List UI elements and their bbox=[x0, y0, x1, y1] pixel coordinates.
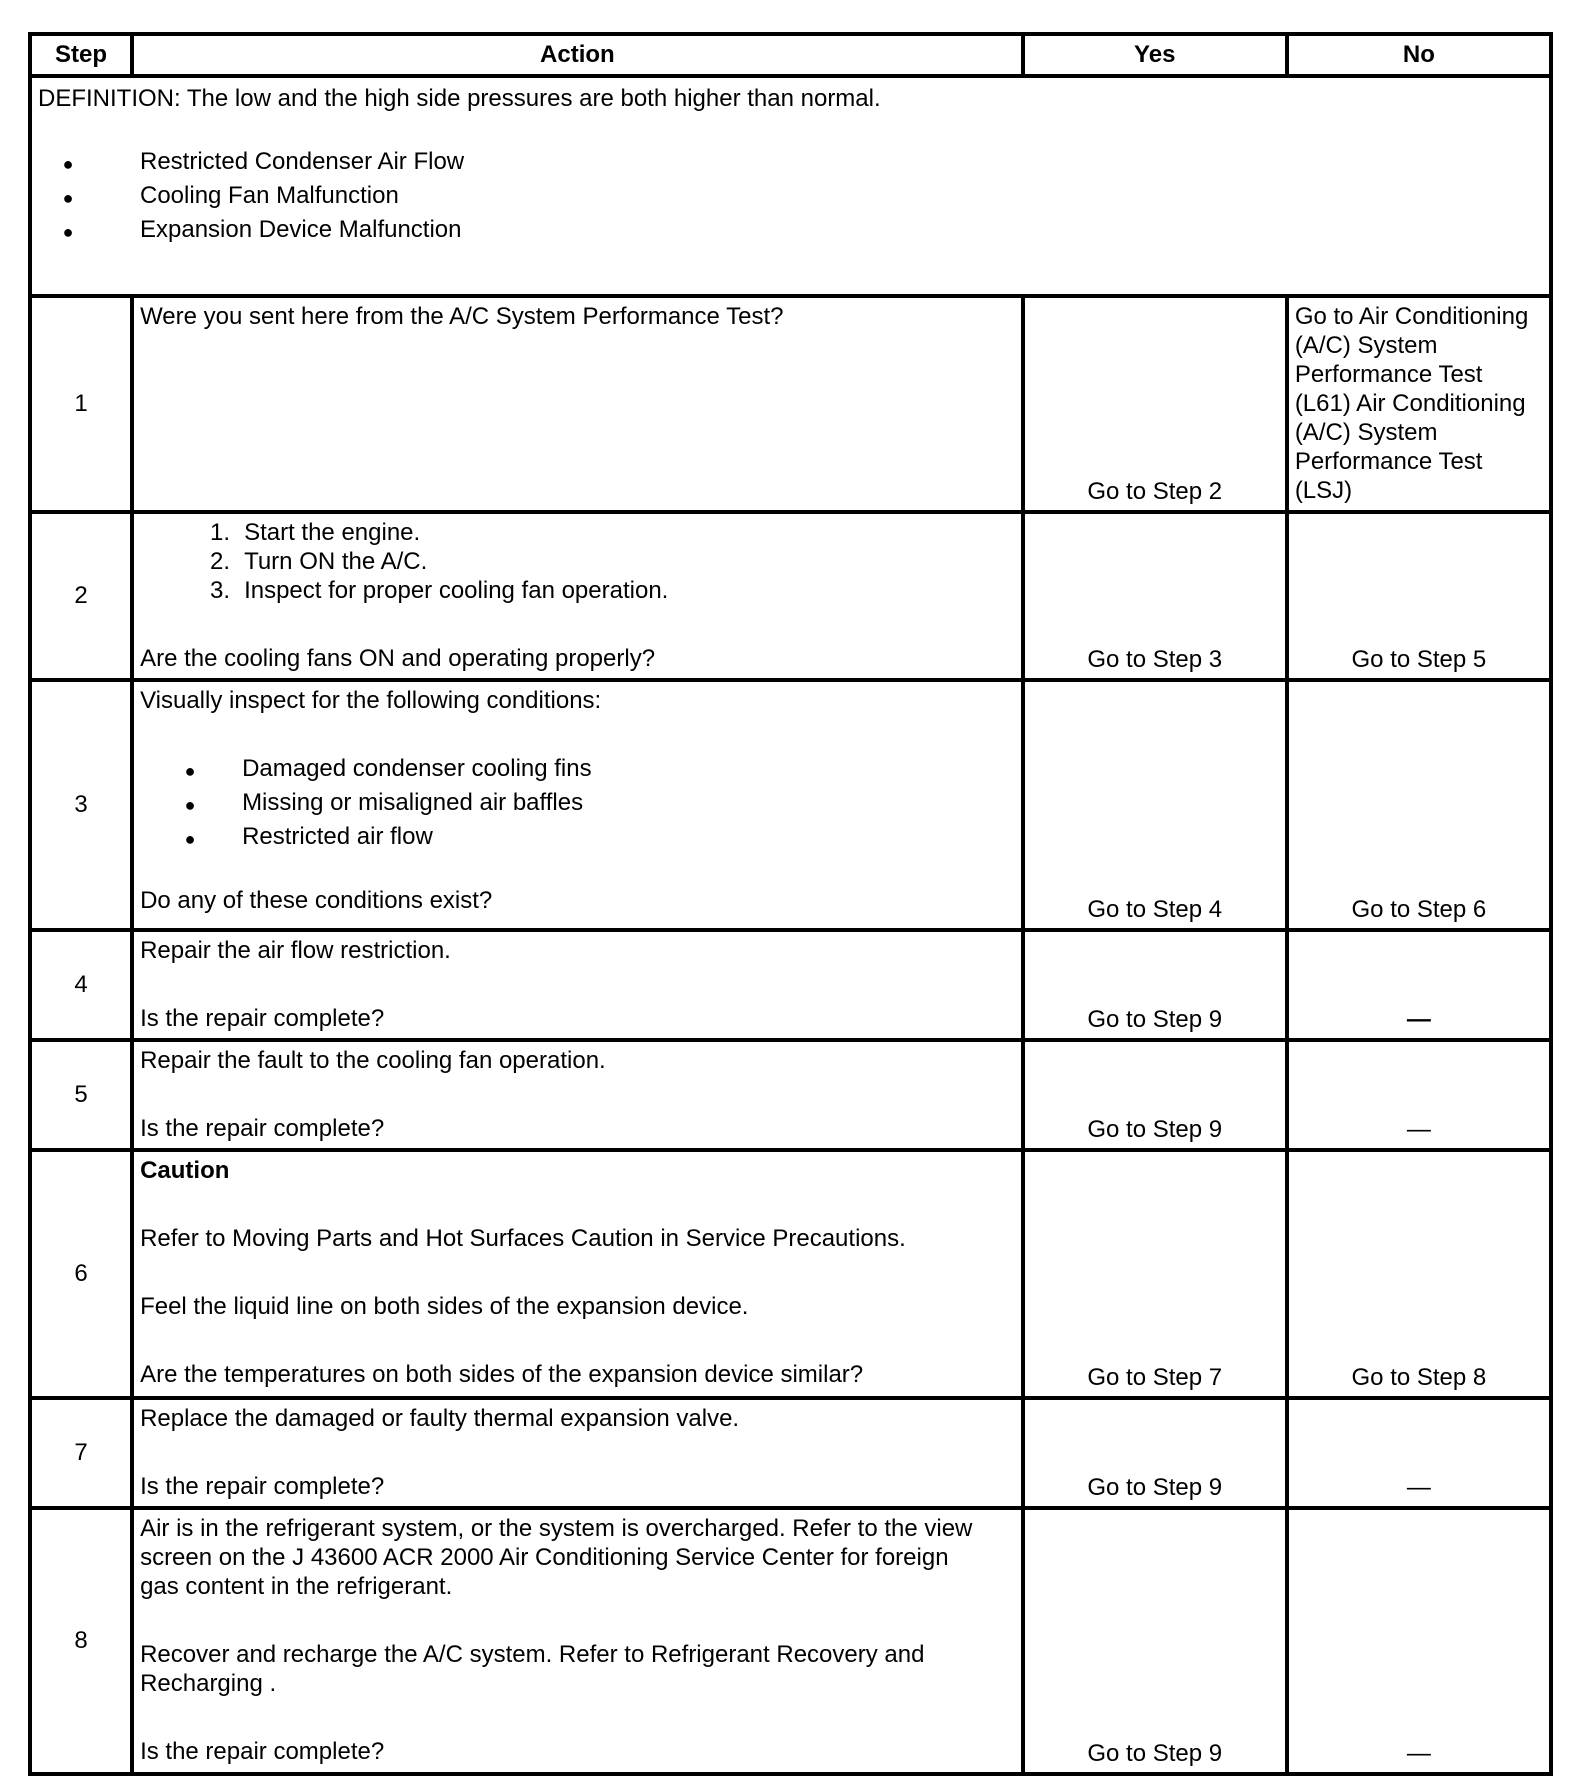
step-paragraph bbox=[140, 1640, 1017, 1698]
paragraph-line: Air is in the refrigerant system, or the system is overcharged. Refer to the view bbox=[140, 1515, 973, 1542]
step-number: 5 bbox=[30, 1040, 132, 1150]
step-question: Is the repair complete? bbox=[140, 1115, 385, 1142]
no-line: (LSJ) bbox=[1294, 477, 1353, 504]
no-cell bbox=[1287, 512, 1551, 680]
caution-text: Refer to Moving Parts and Hot Surfaces Caution in Service Precautions. bbox=[140, 1225, 906, 1252]
bullet-icon: ● bbox=[62, 154, 74, 174]
header-yes: Yes bbox=[1023, 34, 1287, 76]
yes-cell bbox=[1023, 296, 1287, 512]
no-link[interactable] bbox=[1295, 302, 1545, 505]
table-row bbox=[30, 930, 1551, 1040]
diagnostic-table bbox=[28, 32, 1553, 1776]
header-no: No bbox=[1287, 34, 1551, 76]
step-question: Are the temperatures on both sides of the expansion device similar? bbox=[140, 1361, 864, 1388]
list-item: ● Expansion Device Malfunction bbox=[38, 215, 1543, 249]
step-action: Replace the damaged or faulty thermal expansion valve. bbox=[140, 1405, 740, 1432]
paragraph-line: screen on the J 43600 ACR 2000 Air Conditioning Service Center for foreign bbox=[140, 1544, 949, 1571]
no-cell bbox=[1287, 1150, 1551, 1398]
no-link[interactable]: Go to Step 5 bbox=[1351, 646, 1487, 673]
bullet-icon: ● bbox=[184, 829, 196, 849]
table-row bbox=[30, 1508, 1551, 1774]
bullet-icon: ● bbox=[62, 222, 74, 242]
action-cell bbox=[132, 1508, 1023, 1774]
no-cell bbox=[1287, 296, 1551, 512]
yes-cell bbox=[1023, 1040, 1287, 1150]
step-number: 8 bbox=[30, 1508, 132, 1774]
yes-cell bbox=[1023, 1150, 1287, 1398]
yes-cell bbox=[1023, 680, 1287, 930]
step-action: Repair the fault to the cooling fan operation. bbox=[140, 1047, 606, 1074]
list-item: ● Restricted air flow bbox=[140, 822, 1017, 856]
step-intro: Visually inspect for the following conditions: bbox=[140, 687, 602, 714]
no-cell bbox=[1287, 680, 1551, 930]
yes-cell bbox=[1023, 930, 1287, 1040]
numbered-list bbox=[140, 518, 1017, 605]
caution-heading: Caution bbox=[140, 1157, 230, 1184]
diagnostic-table-document bbox=[28, 32, 1553, 1776]
table-row bbox=[30, 1040, 1551, 1150]
no-line: Performance Test bbox=[1294, 361, 1483, 388]
step-number: 4 bbox=[30, 930, 132, 1040]
yes-link[interactable]: Go to Step 9 bbox=[1087, 1116, 1223, 1143]
yes-link[interactable]: Go to Step 2 bbox=[1087, 478, 1223, 505]
table-row bbox=[30, 680, 1551, 930]
bullet-list bbox=[140, 754, 1017, 856]
no-line: (L61) Air Conditioning bbox=[1294, 390, 1526, 417]
step-action: Repair the air flow restriction. bbox=[140, 937, 451, 964]
step-number: 3 bbox=[30, 680, 132, 930]
list-item: 3. Inspect for proper cooling fan operation. bbox=[210, 577, 669, 604]
yes-link[interactable]: Go to Step 9 bbox=[1087, 1740, 1223, 1767]
yes-link[interactable]: Go to Step 4 bbox=[1087, 896, 1223, 923]
bullet-icon: ● bbox=[62, 188, 74, 208]
definition-bullet-list bbox=[38, 147, 1543, 249]
header-step: Step bbox=[30, 34, 132, 76]
definition-cell bbox=[30, 76, 1551, 296]
step-number: 2 bbox=[30, 512, 132, 680]
yes-link[interactable]: Go to Step 7 bbox=[1087, 1364, 1223, 1391]
step-question: Do any of these conditions exist? bbox=[140, 887, 493, 914]
no-value: — bbox=[1406, 1006, 1431, 1033]
list-item: 1. Start the engine. bbox=[210, 519, 421, 546]
action-cell bbox=[132, 930, 1023, 1040]
no-cell bbox=[1287, 930, 1551, 1040]
table-row bbox=[30, 296, 1551, 512]
paragraph-line: gas content in the refrigerant. bbox=[140, 1573, 453, 1600]
action-cell bbox=[132, 296, 1023, 512]
step-question: Is the repair complete? bbox=[140, 1005, 385, 1032]
action-cell bbox=[132, 1040, 1023, 1150]
yes-cell bbox=[1023, 1398, 1287, 1508]
list-item: ● Cooling Fan Malfunction bbox=[38, 181, 1543, 215]
paragraph-line: Recover and recharge the A/C system. Refer to Refrigerant Recovery and bbox=[140, 1641, 925, 1668]
list-item: ● Restricted Condenser Air Flow bbox=[38, 147, 1543, 181]
no-line: Go to Air Conditioning bbox=[1294, 303, 1529, 330]
action-cell bbox=[132, 1150, 1023, 1398]
yes-link[interactable]: Go to Step 3 bbox=[1087, 646, 1223, 673]
no-value: — bbox=[1406, 1116, 1431, 1143]
definition-row bbox=[30, 76, 1551, 296]
no-value: — bbox=[1406, 1740, 1431, 1767]
no-line: (A/C) System bbox=[1294, 419, 1438, 446]
table-row bbox=[30, 512, 1551, 680]
step-number: 6 bbox=[30, 1150, 132, 1398]
list-item: 2. Turn ON the A/C. bbox=[210, 548, 428, 575]
bullet-icon: ● bbox=[184, 795, 196, 815]
step-number: 1 bbox=[30, 296, 132, 512]
definition-text: DEFINITION: The low and the high side pressures are both higher than normal. bbox=[38, 85, 881, 112]
no-cell bbox=[1287, 1040, 1551, 1150]
table-row bbox=[30, 1150, 1551, 1398]
step-action: Feel the liquid line on both sides of the expansion device. bbox=[140, 1293, 749, 1320]
yes-link[interactable]: Go to Step 9 bbox=[1087, 1474, 1223, 1501]
bullet-icon: ● bbox=[184, 761, 196, 781]
no-cell bbox=[1287, 1398, 1551, 1508]
step-question: Is the repair complete? bbox=[140, 1473, 385, 1500]
no-link[interactable]: Go to Step 8 bbox=[1351, 1364, 1487, 1391]
table-row bbox=[30, 1398, 1551, 1508]
no-line: Performance Test bbox=[1294, 448, 1483, 475]
no-line: (A/C) System bbox=[1294, 332, 1438, 359]
step-question: Were you sent here from the A/C System Performance Test? bbox=[140, 303, 784, 330]
step-question: Are the cooling fans ON and operating properly? bbox=[140, 645, 656, 672]
header-row bbox=[30, 34, 1551, 76]
action-cell bbox=[132, 512, 1023, 680]
yes-cell bbox=[1023, 1508, 1287, 1774]
no-link[interactable]: Go to Step 6 bbox=[1351, 896, 1487, 923]
step-paragraph bbox=[140, 1514, 1017, 1601]
header-action: Action bbox=[132, 34, 1023, 76]
action-cell bbox=[132, 1398, 1023, 1508]
step-question: Is the repair complete? bbox=[140, 1738, 385, 1765]
yes-link[interactable]: Go to Step 9 bbox=[1087, 1006, 1223, 1033]
no-cell bbox=[1287, 1508, 1551, 1774]
paragraph-line: Recharging . bbox=[140, 1670, 277, 1697]
list-item: ● Missing or misaligned air baffles bbox=[140, 788, 1017, 822]
step-number: 7 bbox=[30, 1398, 132, 1508]
action-cell bbox=[132, 680, 1023, 930]
yes-cell bbox=[1023, 512, 1287, 680]
no-value: — bbox=[1406, 1474, 1431, 1501]
list-item: ● Damaged condenser cooling fins bbox=[140, 754, 1017, 788]
